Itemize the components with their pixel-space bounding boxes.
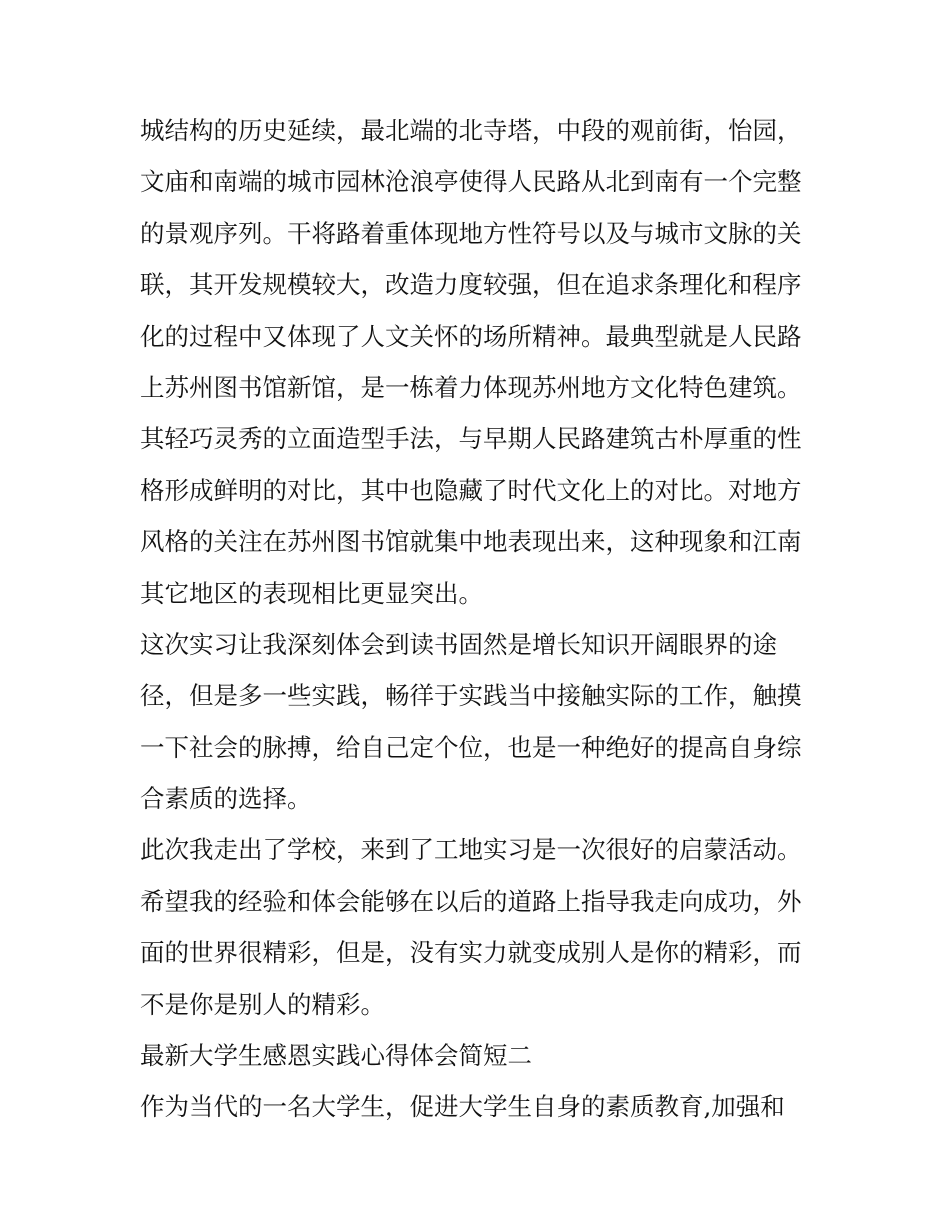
body-text xyxy=(140,105,820,1133)
text-line: 其它地区的表现相比更显突出。 xyxy=(140,578,483,608)
text-line: 上苏州图书馆新馆，是一栋着力体现苏州地方文化特色建筑。 xyxy=(140,372,802,402)
text-line: 此次我走出了学校，来到了工地实习是一次很好的启蒙活动。 xyxy=(140,835,802,865)
text-line: 的景观序列。干将路着重体现地方性符号以及与城市文脉的关 xyxy=(140,218,802,248)
text-line: 其轻巧灵秀的立面造型手法，与早期人民路建筑古朴厚重的性 xyxy=(140,424,802,454)
text-line: 这次实习让我深刻体会到读书固然是增长知识开阔眼界的途 xyxy=(140,629,777,659)
text-line: 城结构的历史延续，最北端的北寺塔，中段的观前街，怡园， xyxy=(140,116,802,145)
text-line: 一下社会的脉搏，给自己定个位，也是一种绝好的提高自身综 xyxy=(140,732,802,762)
text-line: 不是你是别人的精彩。 xyxy=(140,989,385,1019)
text-line: 化的过程中又体现了人文关怀的场所精神。最典型就是人民路 xyxy=(140,321,802,351)
text-line: 面的世界很精彩，但是，没有实力就变成别人是你的精彩，而 xyxy=(140,938,802,968)
text-line: 合素质的选择。 xyxy=(140,784,312,814)
text-line: 风格的关注在苏州图书馆就集中地表现出来，这种现象和江南 xyxy=(140,527,802,557)
text-line: 格形成鲜明的对比，其中也隐藏了时代文化上的对比。对地方 xyxy=(140,475,802,505)
section-heading: 最新大学生感恩实践心得体会简短二 xyxy=(140,1041,532,1071)
text-line: 文庙和南端的城市园林沧浪亭使得人民路从北到南有一个完整 xyxy=(140,167,802,197)
text-line: 联，其开发规模较大，改造力度较强，但在追求条理化和程序 xyxy=(140,270,802,300)
text-line: 径，但是多一些实践，畅徉于实践当中接触实际的工作，触摸 xyxy=(140,681,802,711)
text-line: 希望我的经验和体会能够在以后的道路上指导我走向成功，外 xyxy=(140,886,802,916)
text-line: 作为当代的一名大学生，促进大学生自身的素质教育,加强和 xyxy=(140,1092,785,1122)
